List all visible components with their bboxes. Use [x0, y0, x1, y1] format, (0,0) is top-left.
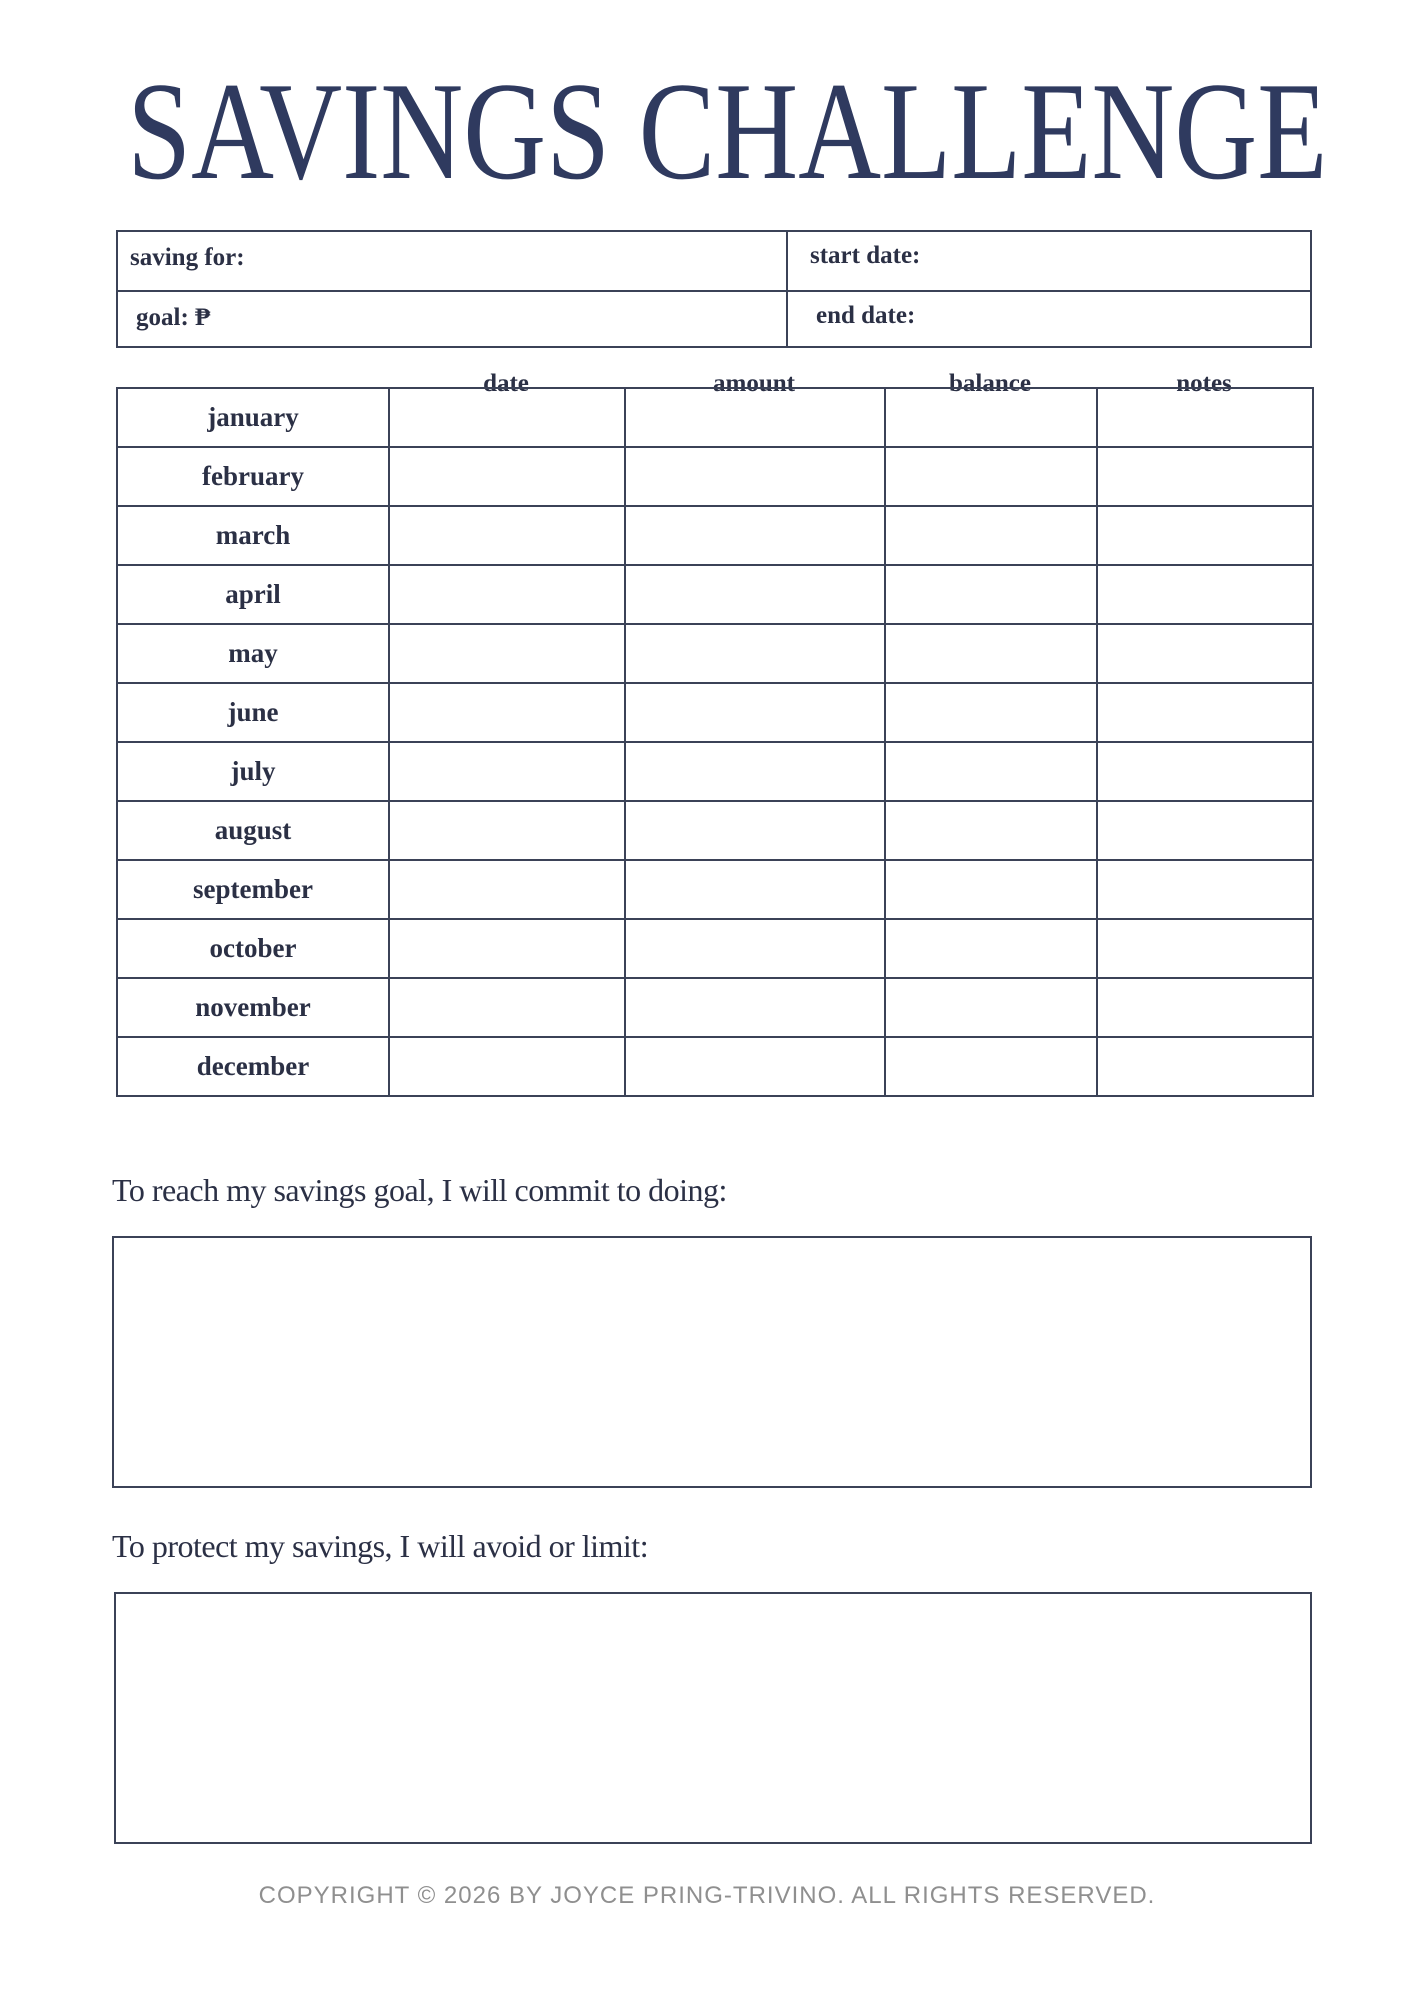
month-label: march	[117, 506, 389, 565]
date-cell[interactable]	[389, 565, 625, 624]
notes-cell[interactable]	[1097, 683, 1313, 742]
notes-cell[interactable]	[1097, 624, 1313, 683]
table-row	[117, 565, 1313, 624]
date-cell[interactable]	[389, 978, 625, 1037]
notes-cell[interactable]	[1097, 742, 1313, 801]
page-title: SAVINGS CHALLENGE	[127, 54, 1328, 209]
table-row	[117, 506, 1313, 565]
date-cell[interactable]	[389, 447, 625, 506]
notes-cell[interactable]	[1097, 1037, 1313, 1096]
copyright-footer: COPYRIGHT © 2026 BY JOYCE PRING-TRIVINO. ALL RIGHTS RESERVED.	[258, 1882, 1156, 1909]
balance-cell[interactable]	[885, 506, 1097, 565]
amount-cell[interactable]	[625, 388, 885, 447]
table-row	[117, 624, 1313, 683]
table-row	[117, 742, 1313, 801]
commit-textbox[interactable]	[112, 1236, 1312, 1488]
notes-cell[interactable]	[1097, 860, 1313, 919]
table-row	[117, 683, 1313, 742]
column-header-notes: notes	[1096, 370, 1312, 400]
table-row	[117, 919, 1313, 978]
table-row	[117, 1037, 1313, 1096]
amount-cell[interactable]	[625, 447, 885, 506]
notes-cell[interactable]	[1097, 801, 1313, 860]
amount-cell[interactable]	[625, 978, 885, 1037]
month-label: july	[117, 742, 389, 801]
date-cell[interactable]	[389, 860, 625, 919]
column-header-balance: balance	[884, 370, 1096, 400]
table-row	[117, 801, 1313, 860]
month-label: april	[117, 565, 389, 624]
end-date-field[interactable]: end date:	[816, 302, 916, 329]
month-label: january	[117, 388, 389, 447]
month-label: august	[117, 801, 389, 860]
balance-cell[interactable]	[885, 860, 1097, 919]
protect-prompt: To protect my savings, I will avoid or limit:	[112, 1528, 649, 1564]
balance-cell[interactable]	[885, 978, 1097, 1037]
balance-cell[interactable]	[885, 447, 1097, 506]
table-row	[117, 388, 1313, 447]
table-row	[117, 978, 1313, 1037]
balance-cell[interactable]	[885, 624, 1097, 683]
date-cell[interactable]	[389, 919, 625, 978]
amount-cell[interactable]	[625, 565, 885, 624]
notes-cell[interactable]	[1097, 919, 1313, 978]
balance-cell[interactable]	[885, 742, 1097, 801]
info-box	[116, 230, 1312, 348]
date-cell[interactable]	[389, 801, 625, 860]
column-header-amount: amount	[624, 370, 884, 400]
month-label: june	[117, 683, 389, 742]
amount-cell[interactable]	[625, 742, 885, 801]
month-label: may	[117, 624, 389, 683]
saving-for-field[interactable]: saving for:	[130, 244, 245, 271]
date-cell[interactable]	[389, 1037, 625, 1096]
balance-cell[interactable]	[885, 919, 1097, 978]
balance-cell[interactable]	[885, 565, 1097, 624]
balance-cell[interactable]	[885, 683, 1097, 742]
balance-cell[interactable]	[885, 801, 1097, 860]
amount-cell[interactable]	[625, 801, 885, 860]
amount-cell[interactable]	[625, 919, 885, 978]
amount-cell[interactable]	[625, 1037, 885, 1096]
month-label: february	[117, 447, 389, 506]
month-label: december	[117, 1037, 389, 1096]
month-label: november	[117, 978, 389, 1037]
info-divider-vertical	[786, 232, 788, 346]
amount-cell[interactable]	[625, 506, 885, 565]
date-cell[interactable]	[389, 388, 625, 447]
notes-cell[interactable]	[1097, 447, 1313, 506]
amount-cell[interactable]	[625, 683, 885, 742]
start-date-field[interactable]: start date:	[810, 242, 921, 269]
date-cell[interactable]	[389, 742, 625, 801]
balance-cell[interactable]	[885, 388, 1097, 447]
month-label: september	[117, 860, 389, 919]
notes-cell[interactable]	[1097, 506, 1313, 565]
notes-cell[interactable]	[1097, 565, 1313, 624]
date-cell[interactable]	[389, 624, 625, 683]
date-cell[interactable]	[389, 506, 625, 565]
table-row	[117, 860, 1313, 919]
amount-cell[interactable]	[625, 860, 885, 919]
monthly-savings-table	[116, 387, 1314, 1097]
info-divider-horizontal	[118, 290, 1310, 292]
notes-cell[interactable]	[1097, 978, 1313, 1037]
goal-field[interactable]: goal: ₱	[136, 304, 211, 331]
date-cell[interactable]	[389, 683, 625, 742]
table-row	[117, 447, 1313, 506]
balance-cell[interactable]	[885, 1037, 1097, 1096]
notes-cell[interactable]	[1097, 388, 1313, 447]
month-label: october	[117, 919, 389, 978]
column-header-date: date	[388, 370, 624, 400]
amount-cell[interactable]	[625, 624, 885, 683]
commit-prompt: To reach my savings goal, I will commit to doing:	[112, 1172, 727, 1208]
protect-textbox[interactable]	[114, 1592, 1312, 1844]
